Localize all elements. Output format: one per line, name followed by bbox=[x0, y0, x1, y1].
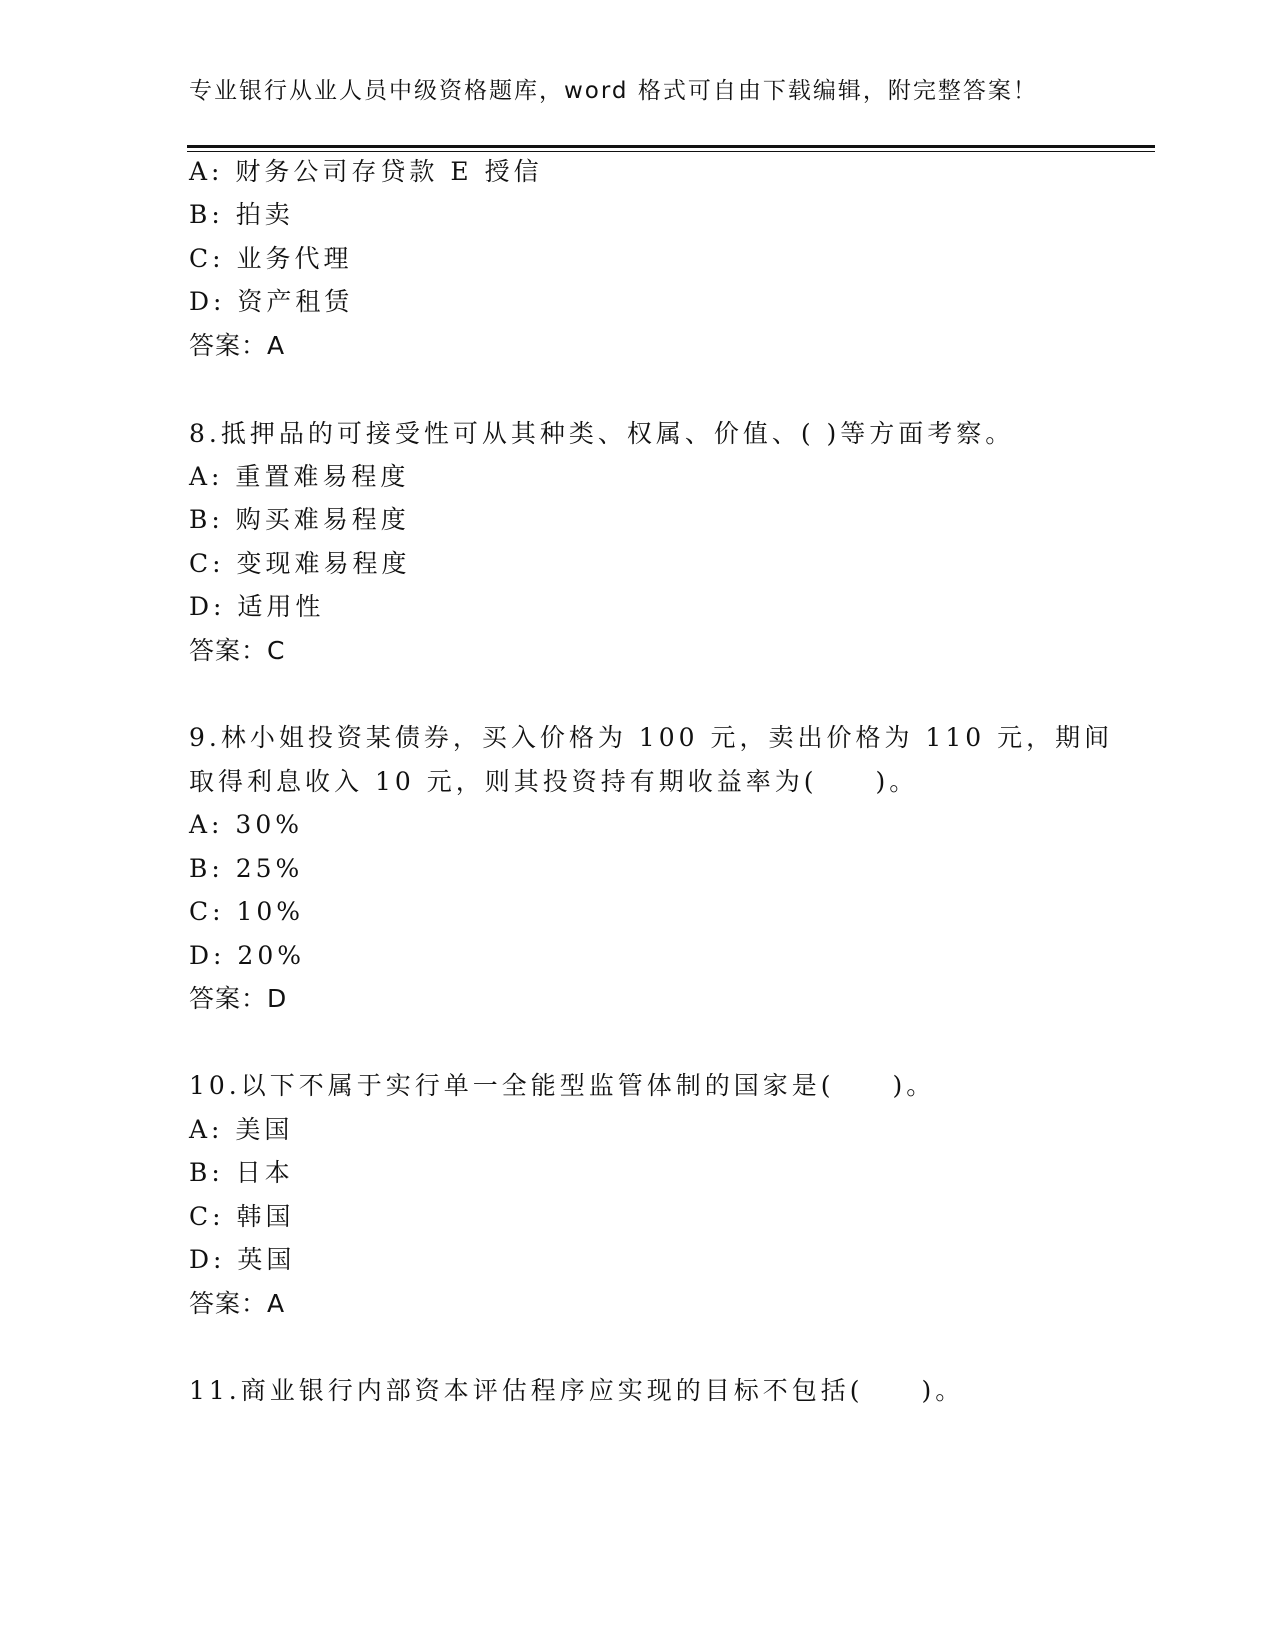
question-stem: 9.林小姐投资某债券，买入价格为 100 元，卖出价格为 110 元，期间 bbox=[189, 723, 1114, 752]
option-b: B: 日本 bbox=[189, 1158, 294, 1187]
option-a: A: 美国 bbox=[189, 1115, 294, 1144]
question-stem: 11.商业银行内部资本评估程序应实现的目标不包括( )。 bbox=[189, 1376, 965, 1405]
answer-line: 答案：A bbox=[189, 331, 286, 360]
option-d: D: 适用性 bbox=[189, 592, 325, 621]
option-c: C: 10% bbox=[189, 897, 305, 926]
option-d: D: 资产租赁 bbox=[189, 287, 354, 316]
header-rule-thin bbox=[187, 151, 1155, 152]
question-stem-continued: 取得利息收入 10 元，则其投资持有期收益率为( )。 bbox=[189, 767, 919, 796]
option-b: B: 拍卖 bbox=[189, 200, 294, 229]
option-c: C: 变现难易程度 bbox=[189, 549, 411, 578]
option-b: B: 购买难易程度 bbox=[189, 505, 410, 534]
header-rule-thick bbox=[187, 145, 1155, 148]
question-stem: 8.抵押品的可接受性可从其种类、权属、价值、( )等方面考察。 bbox=[189, 419, 1015, 448]
option-d: D: 20% bbox=[189, 941, 305, 970]
answer-line: 答案：A bbox=[189, 1289, 286, 1318]
option-c: C: 业务代理 bbox=[189, 244, 353, 273]
page-header: 专业银行从业人员中级资格题库，word 格式可自由下载编辑，附完整答案！ bbox=[189, 78, 1038, 104]
option-a: A: 30% bbox=[189, 810, 303, 839]
option-a: A: 财务公司存贷款 E 授信 bbox=[189, 157, 543, 186]
option-d: D: 英国 bbox=[189, 1245, 296, 1274]
option-c: C: 韩国 bbox=[189, 1202, 295, 1231]
answer-line: 答案：D bbox=[189, 984, 288, 1013]
question-stem: 10.以下不属于实行单一全能型监管体制的国家是( )。 bbox=[189, 1071, 936, 1100]
answer-line: 答案：C bbox=[189, 636, 286, 665]
option-a: A: 重置难易程度 bbox=[189, 462, 410, 491]
option-b: B: 25% bbox=[189, 854, 304, 883]
